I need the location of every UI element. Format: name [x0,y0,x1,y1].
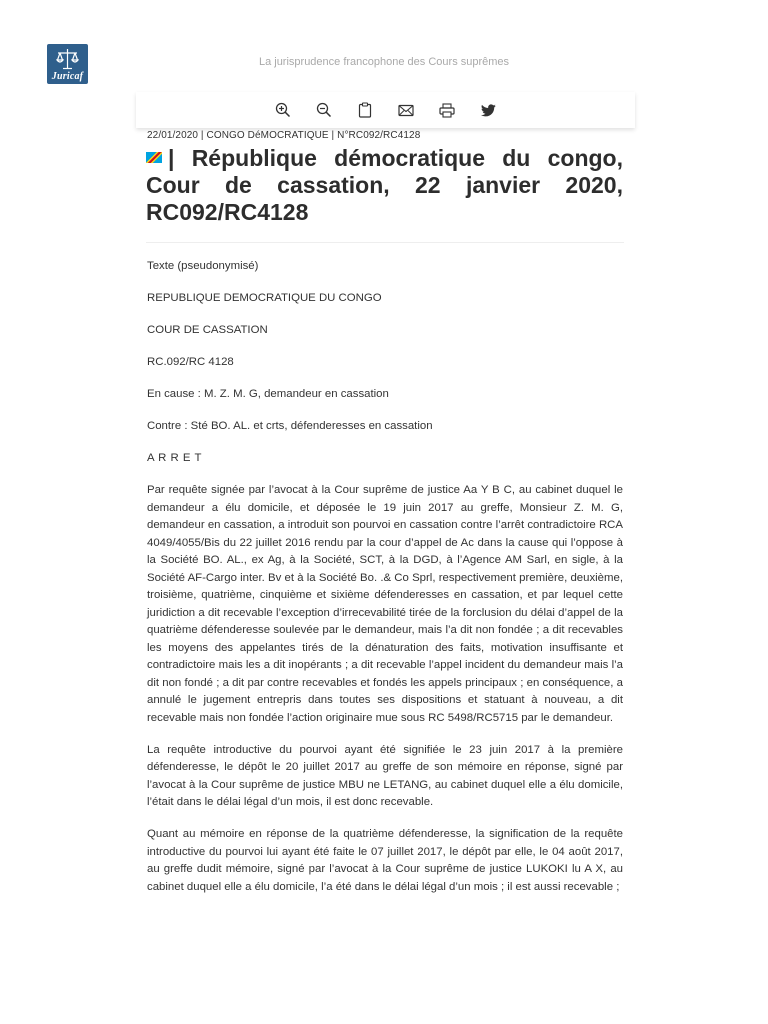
title-divider [146,242,624,243]
print-button[interactable] [437,100,457,120]
zoom-out-button[interactable] [314,100,334,120]
print-icon [439,103,455,118]
doc-paragraph: RC.092/RC 4128 [147,356,234,368]
clipboard-icon [358,102,372,118]
document-body [147,258,623,911]
zoom-in-icon [275,102,291,118]
twitter-share-button[interactable] [478,100,498,120]
twitter-icon [481,104,496,117]
document-title-text: | République démocratique du congo, Cour de cassation, 22 janvier 2020, RC092/RC4128 [146,145,623,225]
site-tagline: La jurisprudence francophone des Cours suprêmes [258,56,510,68]
zoom-out-icon [316,102,332,118]
copy-button[interactable] [355,100,375,120]
doc-paragraph: Quant au mémoire en réponse de la quatrième défenderesse, la signification de la requête introductive du pourvoi lui ayant été faite le 07 juillet 2017, le dépôt par elle, le 04 août 2017, au greffe dudit mémoire, signé par l’avocat à la Cour suprême de justice LUKOKI lu A X, au cabinet duquel elle a élu domicile, l’a été dans le délai légal d’un mois ; il est aussi recevable ; [147,828,623,893]
doc-paragraph: Contre : Sté BO. AL. et crts, défenderesses en cassation [147,420,433,432]
document-meta: 22/01/2020 | CONGO DéMOCRATIQUE | N°RC092/RC4128 [147,130,421,141]
doc-paragraph: A R R E T [147,452,202,464]
doc-paragraph: En cause : M. Z. M. G, demandeur en cassation [147,388,389,400]
zoom-in-button[interactable] [273,100,293,120]
logo-text: Juricaf [51,71,84,82]
mail-icon [398,104,414,117]
document-toolbar [136,92,635,128]
doc-paragraph: Par requête signée par l’avocat à la Cour suprême de justice Aa Y B C, au cabinet duquel le demandeur a élu domicile, et déposée le 19 juin 2017 au greffe, Monsieur Z. M. G, demandeur en cassation, a introduit son pourvoi en cassation contre l’arrêt contradictoire RCA 4049/4055/Bis du 22 juillet 2016 rendu par la cour d’appel de Ac dans la cause qui l’oppose à la Société BO. AL., ex Ag, à la Société, SCT, à la DGD, à l’Agence AM Sarl, en sigle, à la Société AF-Cargo inter. Bv et à la Société Bo. .& Co Sprl, respectivement première, deuxième, troisième, quatrième, cinquième et sixième défenderesses en cassation, et par lequel cette juridiction a dit recevable l’exception d’irrecevabilité tirée de la forclusion du délai d’appel de la quatrième défenderesse soulevée par le demandeur, mais l’a dit non fondée ; a dit recevables les moyens des appelantes tirés de la dénaturation des faits, motivation insuffisante et contradictoire mais les a dit inopérants ; a dit recevable l’appel incident du demandeur mais l’a dit non fondé ; a dit par contre recevables et fondés les appels principaux ; en conséquence, a annulé le jugement entrepris dans toutes ses dispositions et statuant à nouveau, a dit recevable mais non fondée l’action originaire mue sous RC 5498/RC5715 par le demandeur. [147,484,623,724]
document-title [146,145,623,226]
email-button[interactable] [396,100,416,120]
doc-paragraph: COUR DE CASSATION [147,324,268,336]
doc-paragraph: La requête introductive du pourvoi ayant été signifiée le 23 juin 2017 à la première défenderesse, le dépôt le 20 juillet 2017 au greffe de son mémoire en réponse, signé par l’avocat à la Cour suprême de justice MBU ne LETANG, au cabinet duquel elle a élu domicile, l’était dans le délai légal d’un mois, il est donc recevable. [147,743,623,808]
drc-flag-icon [146,152,162,163]
doc-paragraph: REPUBLIQUE DEMOCRATIQUE DU CONGO [147,292,382,304]
doc-paragraph: Texte (pseudonymisé) [147,260,259,272]
